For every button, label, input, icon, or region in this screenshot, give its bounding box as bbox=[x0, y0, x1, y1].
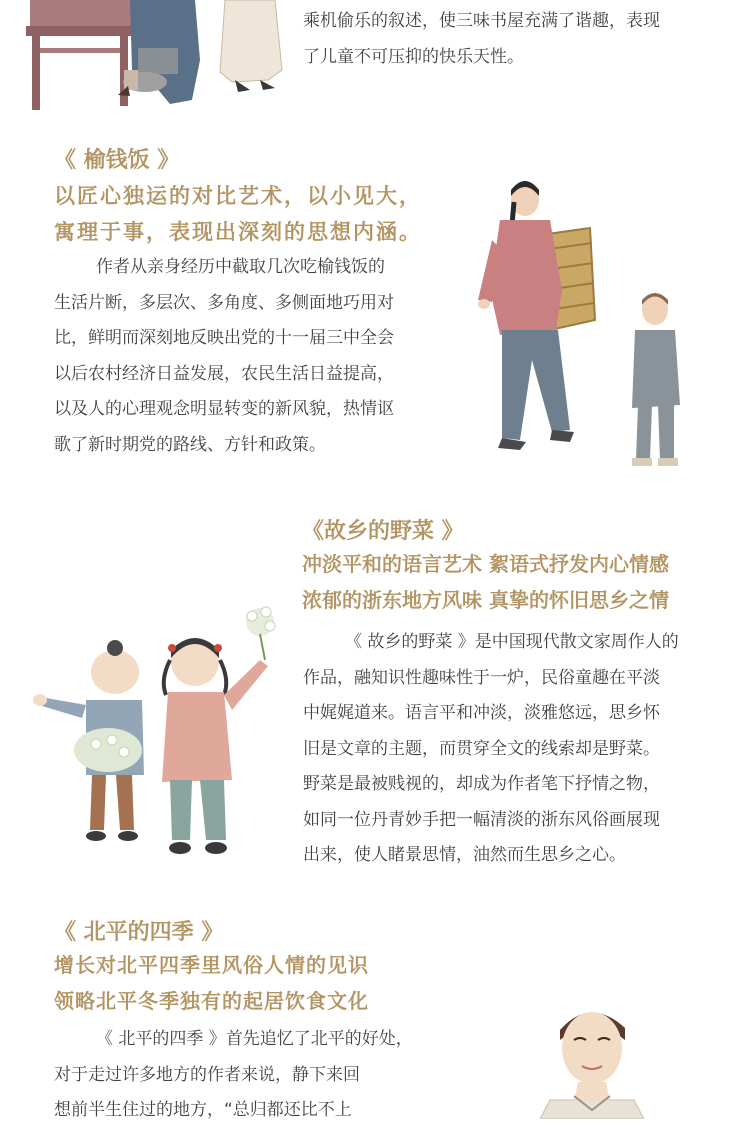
subtitle-line: 以匠心独运的对比艺术，以小见大， bbox=[54, 184, 422, 208]
text-line: 生活片断，多层次、多角度、多侧面地巧用对 bbox=[54, 292, 394, 313]
section-title-beiping: 《 北平的四季 》 bbox=[54, 920, 224, 945]
text-line: 对于走过许多地方的作者来说，静下来回 bbox=[54, 1064, 360, 1085]
illustration-mother-and-child bbox=[470, 180, 700, 480]
section-subtitle-beiping bbox=[54, 947, 369, 1019]
intro-paragraph bbox=[303, 4, 723, 75]
subtitle-line: 冲淡平和的语言艺术 絮语式抒发内心情感 bbox=[302, 552, 669, 576]
text-line: 《 北平的四季 》首先追忆了北平的好处， bbox=[96, 1029, 413, 1049]
subtitle-line: 浓郁的浙东地方风味 真挚的怀旧思乡之情 bbox=[302, 588, 669, 612]
section-subtitle-guxiang bbox=[302, 546, 669, 618]
section-body-beiping bbox=[54, 1022, 434, 1129]
illustration-sanwei-shuwu bbox=[20, 0, 290, 112]
text-line: 了儿童不可压抑的快乐天性。 bbox=[303, 46, 524, 67]
text-line: 以及人的心理观念明显转变的新风貌，热情讴 bbox=[54, 399, 394, 419]
text-line: 乘机偷乐的叙述，使三味书屋充满了谐趣，表现 bbox=[303, 11, 660, 31]
text-line: 作者从亲身经历中截取几次吃榆钱饭的 bbox=[96, 257, 385, 277]
illustration-man-portrait bbox=[530, 1000, 660, 1119]
text-line: 野菜是最被贱视的，却成为作者笔下抒情之物， bbox=[303, 774, 660, 794]
subtitle-line: 寓理于事，表现出深刻的思想内涵。 bbox=[54, 220, 422, 244]
section-subtitle-yuqianfan bbox=[54, 178, 422, 250]
section-title-guxiang: 《故乡的野菜 》 bbox=[302, 519, 464, 544]
subtitle-line: 领略北平冬季独有的起居饮食文化 bbox=[54, 989, 369, 1013]
text-line: 《 故乡的野菜 》是中国现代散文家周作人的 bbox=[345, 632, 679, 652]
text-line: 歌了新时期党的路线、方针和政策。 bbox=[54, 434, 326, 455]
text-line: 中娓娓道来。语言平和冲淡，淡雅悠远，思乡怀 bbox=[303, 703, 660, 723]
text-line: 出来，使人睹景思情，油然而生思乡之心。 bbox=[303, 845, 626, 865]
text-line: 作品，融知识性趣味性于一炉，民俗童趣在平淡 bbox=[303, 667, 660, 688]
section-title-yuqianfan: 《 榆钱饭 》 bbox=[54, 148, 180, 173]
section-body-yuqianfan bbox=[54, 250, 434, 463]
text-line: 比，鲜明而深刻地反映出党的十一届三中全会 bbox=[54, 328, 394, 348]
text-line: 如同一位丹青妙手把一幅清淡的浙东风俗画展现 bbox=[303, 809, 660, 830]
text-line: 想前半生住过的地方，“总归都还比不上 bbox=[54, 1100, 352, 1120]
subtitle-line: 增长对北平四季里风俗人情的见识 bbox=[54, 953, 369, 977]
text-line: 旧是文章的主题，而贯穿全文的线索却是野菜。 bbox=[303, 738, 660, 759]
section-body-guxiang bbox=[303, 625, 723, 874]
text-line: 以后农村经济日益发展，农民生活日益提高， bbox=[54, 363, 394, 384]
illustration-children-with-flowers bbox=[20, 600, 290, 875]
